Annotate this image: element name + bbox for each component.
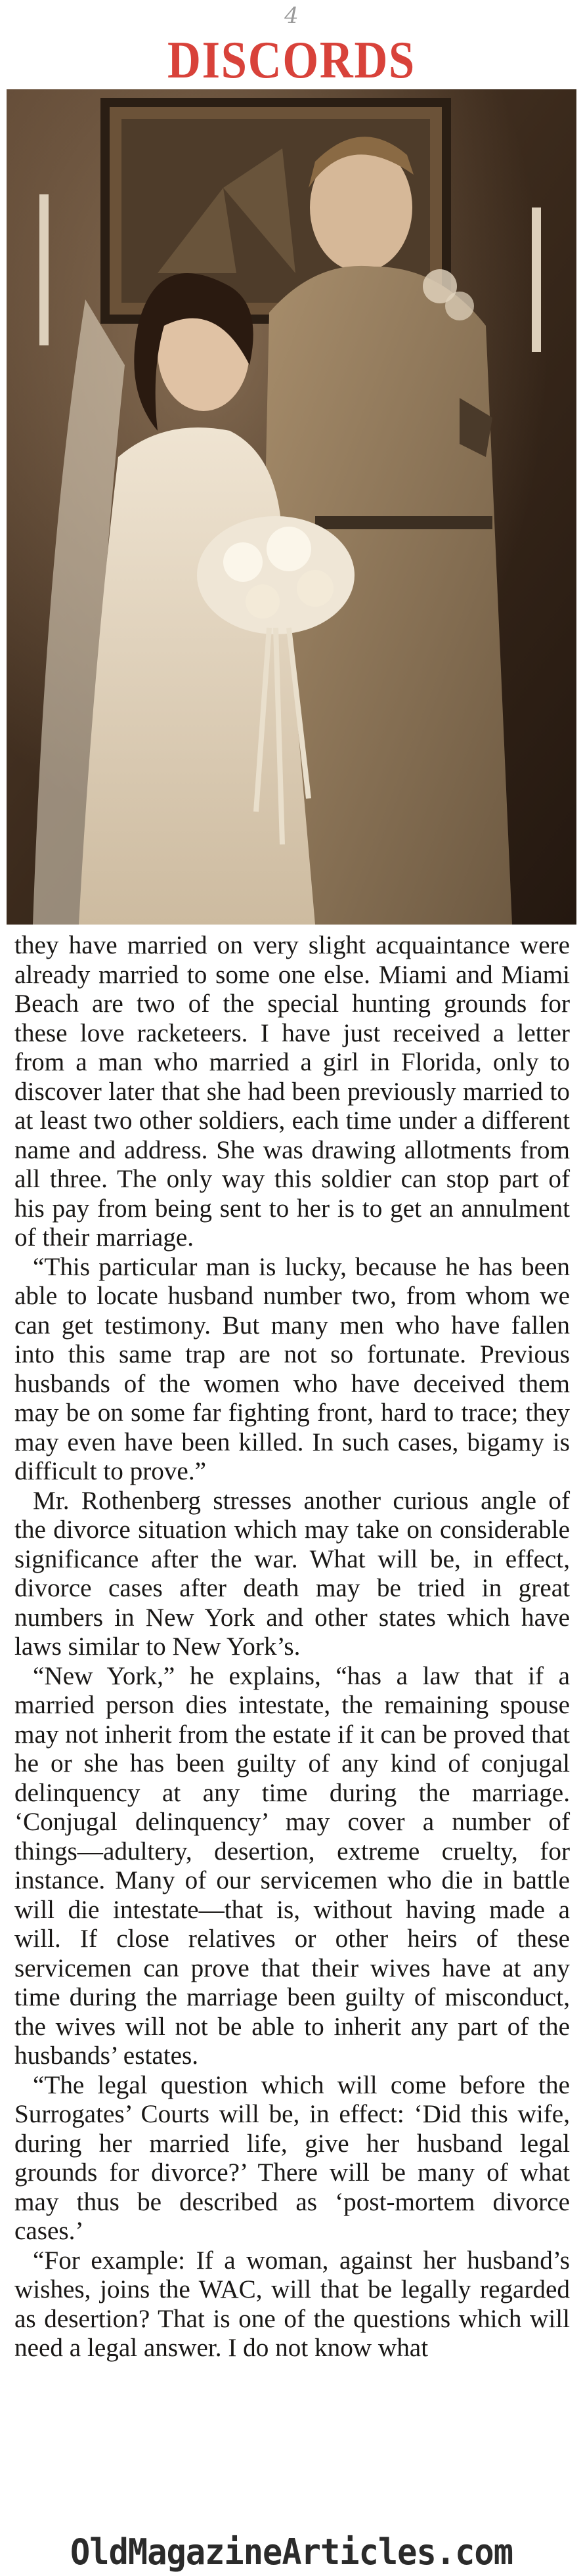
article-paragraph: “For example: If a woman, against her husband’s wishes, joins the WAC, will that be legally regarded as desertion? That is one of the questions which will need a legal answer. I do not know what (14, 2246, 570, 2362)
wedding-photo (7, 89, 576, 925)
article-paragraph: Mr. Rothenberg stresses another curious angle of the divorce situation which may take on considerable significance after the war. What will be, in effect, divorce cases after death may be tried in great numbers in New York and other states which have laws similar to New York’s. (14, 1486, 570, 1661)
wedding-photo-icon (7, 89, 576, 925)
site-watermark: OldMagazineArticles.com (70, 2531, 513, 2573)
article-paragraph: they have married on very slight acquaintance were already married to some one else. Miami and Miami Beach are two of the special hunting grounds for these love racketeers. I have just received a letter from a man who married a girl in Florida, only to discover later that she had been previously married to at least two other soldiers, each time under a different name and address. She was drawing allotments from all three. The only way this soldier can stop part of his pay from being sent to her is to get an annulment of their marriage. (14, 931, 570, 1252)
headline: DISCORDS (167, 32, 416, 89)
article-body (14, 931, 570, 2363)
article-paragraph: “This particular man is lucky, because he has been able to locate husband number two, from whom we can get testimony. But many men who have fallen into this same trap are not so fortunate. Previous husbands of the women who have deceived them may be on some far fighting front, hard to trace; they may even have been killed. In such cases, bigamy is difficult to prove.” (14, 1252, 570, 1485)
article-paragraph: “New York,” he explains, “has a law that if a married person dies intestate, the remaining spouse may not inherit from the estate if it can be proved that he or she has been guilty of any kind of conjugal delinquency at any time during the marriage. ‘Conjugal delinquency’ may cover a number of things—adultery, desertion, extreme cruelty, for instance. Many of our servicemen who die in battle will die intestate—that is, without having made a will. If close relatives or other heirs of these servicemen can prove that their wives have at any time during the marriage been guilty of misconduct, the wives will not be able to inherit any part of the husbands’ estates. (14, 1661, 570, 2070)
page-number: 4 (284, 3, 299, 29)
article-paragraph: “The legal question which will come before the Surrogates’ Courts will be, in effect: ‘Did this wife, during her married life, give her husband legal grounds for divorce?’ There will be many of what may thus be described as ‘post-mortem divorce cases.’ (14, 2070, 570, 2245)
